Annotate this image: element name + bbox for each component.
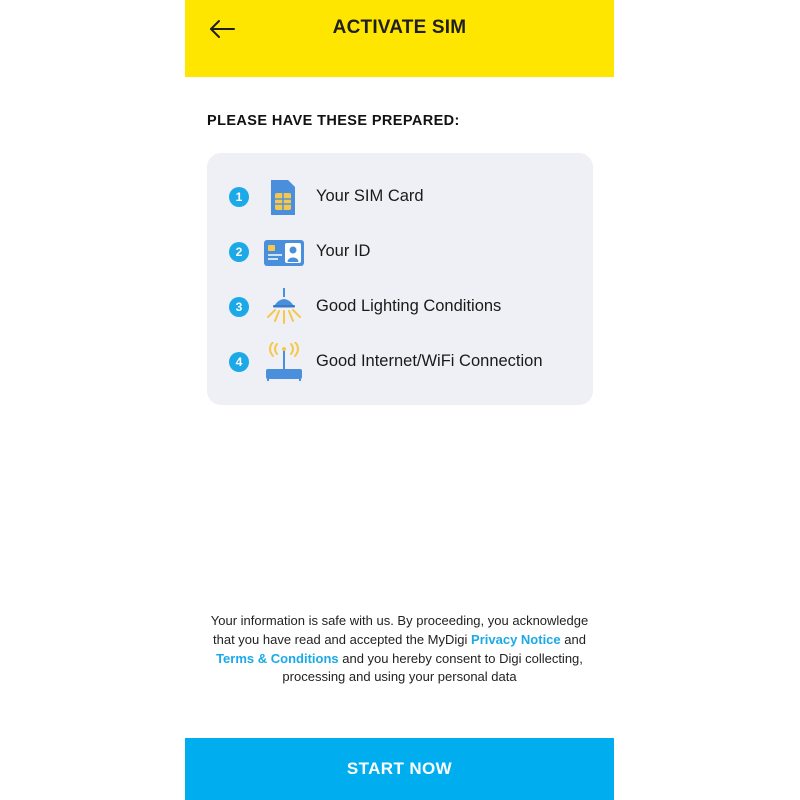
section-title: PLEASE HAVE THESE PREPARED: xyxy=(207,113,460,129)
requirements-card xyxy=(207,153,593,405)
requirement-label: Your ID xyxy=(316,242,371,260)
start-now-button[interactable]: START NOW xyxy=(185,738,614,800)
requirement-label: Your SIM Card xyxy=(316,187,424,205)
privacy-notice-link[interactable]: Privacy Notice xyxy=(471,631,561,647)
consent-text-outro: and you hereby consent to Digi collecting, processing and using your personal data xyxy=(282,650,583,685)
terms-conditions-link[interactable]: Terms & Conditions xyxy=(216,650,339,666)
requirement-item-internet xyxy=(207,340,593,384)
step-number-badge: 2 xyxy=(229,242,249,262)
step-number-badge: 4 xyxy=(229,352,249,372)
consent-text xyxy=(199,612,600,687)
sim-card-icon xyxy=(262,177,306,217)
step-number-badge: 1 xyxy=(229,187,249,207)
wifi-router-icon xyxy=(262,342,306,382)
step-number-badge: 3 xyxy=(229,297,249,317)
consent-text-and: and xyxy=(564,631,586,647)
requirement-item-sim-card xyxy=(207,175,593,219)
requirement-label: Good Lighting Conditions xyxy=(316,297,502,315)
lamp-icon xyxy=(262,287,306,327)
id-card-icon xyxy=(262,232,306,272)
activate-sim-screen xyxy=(185,0,614,800)
requirement-item-id xyxy=(207,230,593,274)
consent-text-intro: Your information is safe with us. By proceeding, you acknowledge that you have read and accepted the MyDigi xyxy=(210,613,589,647)
page-title: ACTIVATE SIM xyxy=(332,17,467,38)
requirement-item-lighting xyxy=(207,285,593,329)
app-header xyxy=(185,0,614,77)
requirement-label: Good Internet/WiFi Connection xyxy=(316,352,543,370)
